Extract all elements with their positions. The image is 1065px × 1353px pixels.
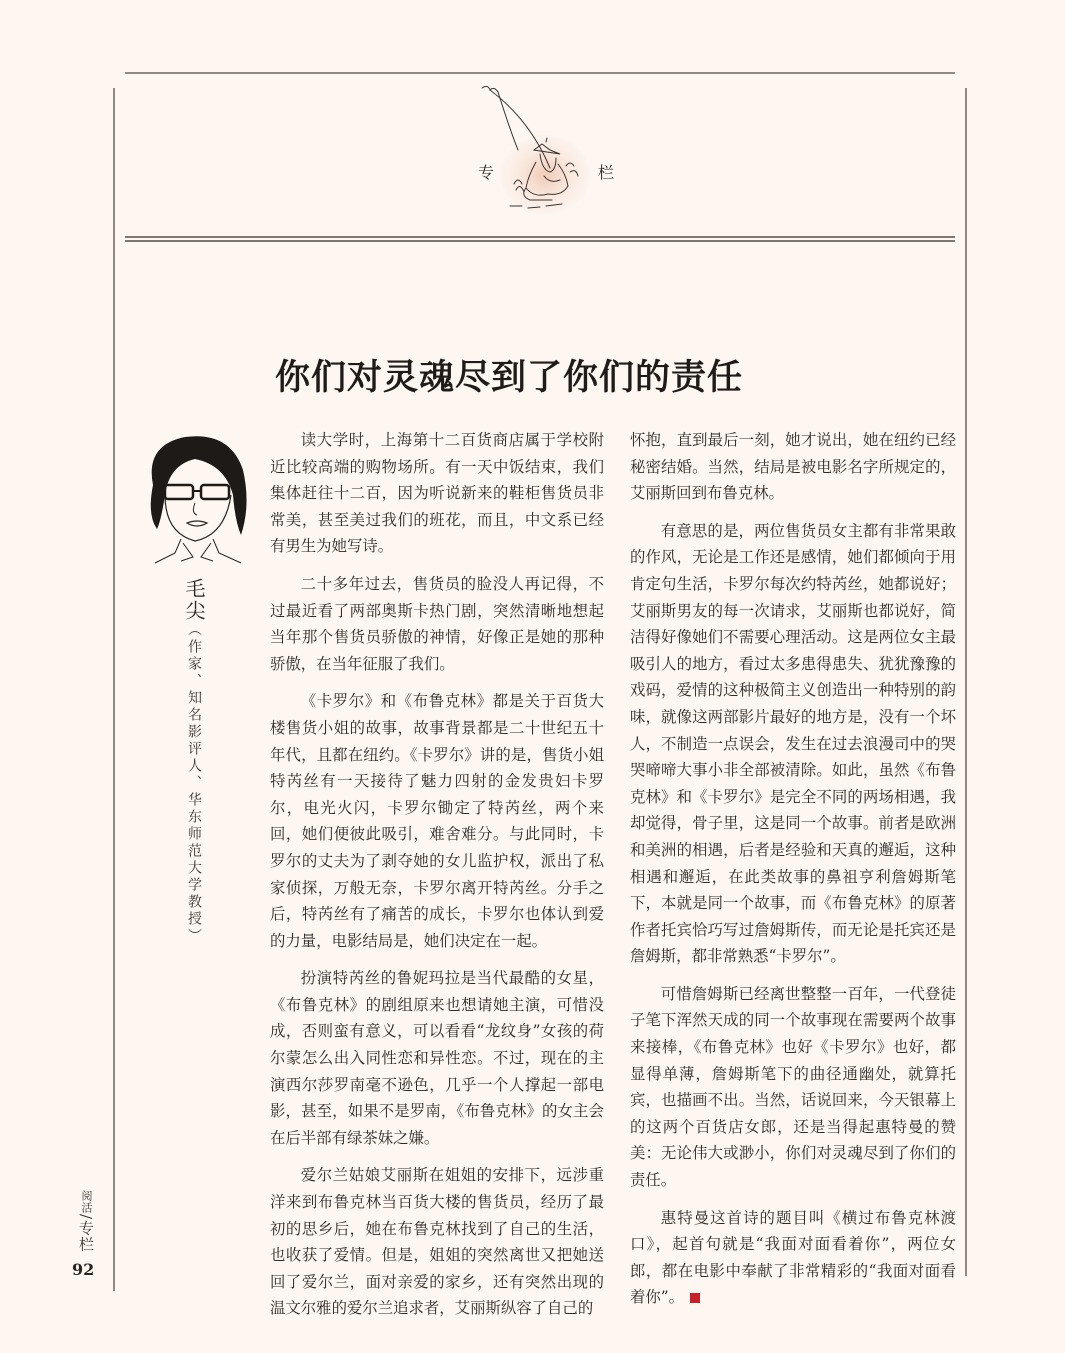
paragraph-continued: 怀抱，直到最后一刻，她才说出，她在纽约已经秘密结婚。当然，结局是被电影名字所规定的，艾丽斯回到布鲁克林。 [630,431,956,503]
author-byline [173,578,209,945]
author-name: 毛尖 [182,578,206,622]
paragraph: 可惜詹姆斯已经离世整整一百年，一代登徒子笔下浑然天成的同一个故事现在需要两个故事来接棒，《布鲁克林》也好《卡罗尔》也好，都显得单薄，詹姆斯笔下的曲径通幽处，就算托宾，也描画不出。当然，话说回来，今天银幕上的这两个百货店女郎，还是当得起惠特曼的赞美：无论伟大或渺小，你们对灵魂尽到了你们的责任。 [630,984,956,1190]
folio-section [76,1190,97,1252]
column-label-right: 栏 [598,163,615,182]
header-double-rule-bottom [125,240,955,242]
column-emblem [470,80,620,230]
article-column-left [270,427,604,1333]
fisherman-illustration-icon [470,80,620,230]
paragraph: 读大学时，上海第十二百货商店属于学校附近比较高端的购物场所。有一天中饭结束，我们集体赶往十二百，因为听说新来的鞋柜售货员非常美，甚至美过我们的班花，而且，中文系已经有男生为她写诗。 [270,431,604,556]
paragraph: 扮演特芮丝的鲁妮玛拉是当代最酷的女星，《布鲁克林》的剧组原来也想请她主演，可惜没成，否则蛮有意义，可以看看“龙纹身”女孩的荷尔蒙怎么出入同性恋和异性恋。不过，现在的主演西尔莎罗南毫不逊色，几乎一个人撑起一部电影，甚至，如果不是罗南，《布鲁克林》的女主会在后半部有绿茶妹之嫌。 [270,969,604,1147]
author-bio: （作家、知名影评人、华东师范大学教授） [186,622,202,945]
column-label-left: 专 [478,163,495,182]
top-rule [125,72,955,74]
paragraph-final [630,1205,956,1311]
author-portrait-illustration [135,425,260,570]
paragraph: 爱尔兰姑娘艾丽斯在姐姐的安排下，远涉重洋来到布鲁克林当百货大楼的售货员，经历了最初的思乡后，她在布鲁克林找到了自己的生活，也收获了爱情。但是，姐姐的突然离世又把她送回了爱尔兰，面对亲爱的家乡，还有突然出现的温文尔雅的爱尔兰追求者，艾丽斯纵容了自己的 [270,1166,604,1318]
page-number: 92 [72,1260,95,1280]
article-column-right [630,427,956,1322]
magazine-name: 阅活 [80,1190,93,1214]
paragraph: 二十多年过去，售货员的脸没人再记得，不过最近看了两部奥斯卡热门剧，突然清晰地想起当年那个售货员骄傲的神情，好像正是她的那种骄傲，在当年征服了我们。 [270,574,604,673]
square-end-mark-icon [690,1293,700,1303]
header-double-rule-top [125,236,955,238]
right-border-line [965,88,967,1276]
section-name: 专栏 [77,1220,95,1253]
paragraph: 有意思的是，两位售货员女主都有非常果敢的作风，无论是工作还是感情，她们都倾向于用肯定句生活，卡罗尔每次约特芮丝，她都说好；艾丽斯男友的每一次请求，艾丽斯也都说好，简洁得好像她们不需要心理活动。这是两位女主最吸引人的地方，看过太多患得患失、犹犹豫豫的戏码，爱情的这种极简主义创造出一种特别的韵味，就像这两部影片最好的地方是，没有一个坏人，不制造一点误会，发生在过去浪漫司中的哭哭啼啼大事小非全部被清除。如此，虽然《布鲁克林》和《卡罗尔》是完全不同的两场相遇，我却觉得，骨子里，这是同一个故事。前者是欧洲和美洲的相遇，后者是经验和天真的邂逅，这种相遇和邂逅，在此类故事的鼻祖亨利詹姆斯笔下，本就是同一个故事，而《布鲁克林》的原著作者托宾恰巧写过詹姆斯传，而无论是托宾还是詹姆斯，都非常熟悉“卡罗尔”。 [630,521,956,966]
final-paragraph-text: 惠特曼这首诗的题目叫《横过布鲁克林渡口》，起首句就是“我面对面看着你”，两位女郎，都在电影中奉献了非常精彩的“我面对面看着你”。 [630,1208,956,1307]
paragraph: 《卡罗尔》和《布鲁克林》都是关于百货大楼售货小姐的故事，故事背景都是二十世纪五十年代，且都在纽约。《卡罗尔》讲的是，售货小姐特芮丝有一天接待了魅力四射的金发贵妇卡罗尔，电光火闪，卡罗尔锄定了特芮丝，两个来回，她们便彼此吸引，难舍难分。与此同时，卡罗尔的丈夫为了剥夺她的女儿监护权，派出了私家侦探，万般无奈，卡罗尔离开特芮丝。分手之后，特芮丝有了痛苦的成长，卡罗尔也体认到爱的力量，电影结局是，她们决定在一起。 [270,692,604,950]
article-title: 你们对灵魂尽到了你们的责任 [275,357,744,399]
left-border-line [113,88,115,1291]
page-folio [72,1190,102,1279]
folio-separator: / [77,1214,95,1221]
